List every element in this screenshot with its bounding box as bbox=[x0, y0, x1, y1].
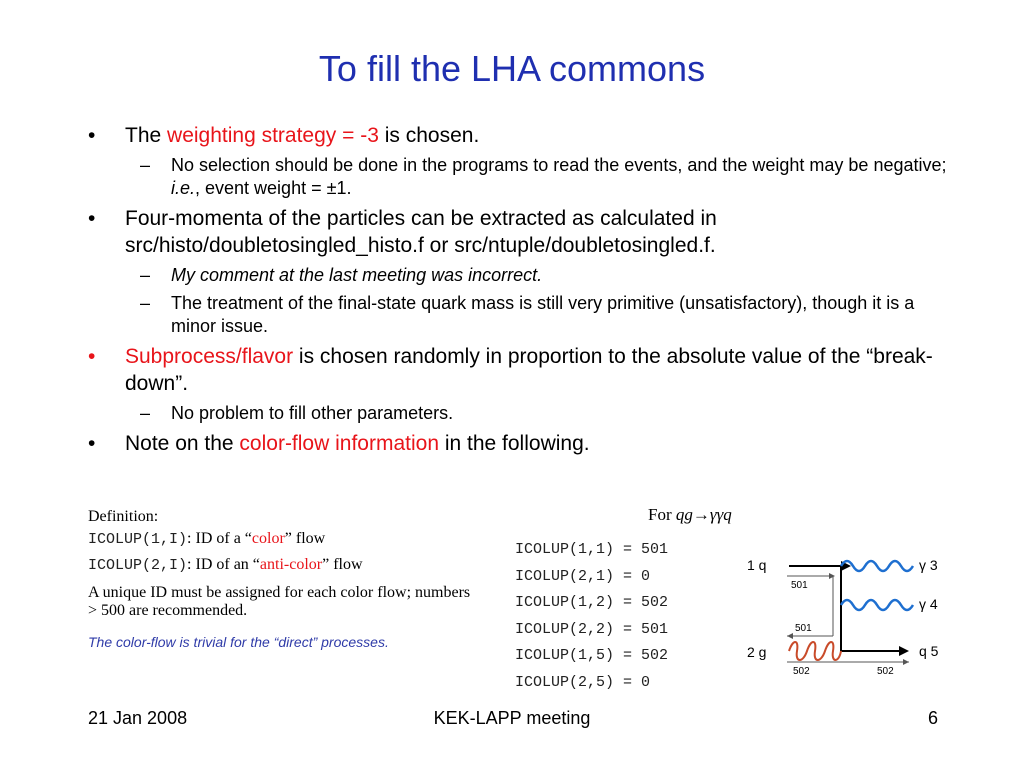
bullet-subprocess: • Subprocess/flavor is chosen randomly in proportion to the absolute value of the “break-down”. bbox=[88, 345, 933, 395]
highlight-subprocess: Subprocess/flavor bbox=[125, 345, 294, 368]
process-label: For qg→γγq bbox=[648, 505, 732, 524]
footer-page-number: 6 bbox=[927, 708, 938, 728]
highlight-color-flow: color-flow information bbox=[239, 432, 439, 455]
flow-label-502-right: 502 bbox=[877, 666, 894, 677]
code-line: ICOLUP(2,2) = 501 bbox=[515, 620, 669, 638]
bullet-color-flow: • Note on the color-flow information in the following. bbox=[88, 432, 590, 455]
gluon-coil bbox=[789, 642, 841, 660]
definition-label: Definition: bbox=[88, 508, 159, 525]
definition-note: The color-flow is trivial for the “direct” processes. bbox=[88, 634, 389, 650]
bullet-weighting: • The weighting strategy = -3 is chosen. bbox=[88, 124, 480, 147]
code-line: ICOLUP(1,1) = 501 bbox=[515, 541, 669, 558]
definition-paragraph: A unique ID must be assigned for each color flow; numbers > 500 are recommended. bbox=[88, 584, 471, 619]
flow-arrow-icon bbox=[829, 573, 835, 579]
bullet-marker: • bbox=[88, 345, 96, 368]
label-gamma-4: γ 4 bbox=[919, 596, 938, 612]
definition-anticolor-line: ICOLUP(2,I): ID of an “anti-color” flow bbox=[88, 556, 363, 574]
flow-arrow-icon bbox=[903, 659, 909, 665]
footer-date: 21 Jan 2008 bbox=[88, 708, 188, 728]
code-line: ICOLUP(2,1) = 0 bbox=[515, 567, 651, 585]
code-line: ICOLUP(2,5) = 0 bbox=[515, 673, 651, 691]
flow-label-501-top: 501 bbox=[791, 580, 808, 591]
definition-color-line: ICOLUP(1,I): ID of a “color” flow bbox=[88, 530, 326, 548]
bullet-marker: • bbox=[88, 124, 96, 147]
label-gamma-3: γ 3 bbox=[919, 557, 938, 573]
code-line: ICOLUP(1,5) = 502 bbox=[515, 647, 669, 664]
subbullet-no-problem: – No problem to fill other parameters. bbox=[140, 403, 454, 423]
flow-arrow-icon bbox=[787, 633, 793, 639]
flow-label-501-mid: 501 bbox=[795, 623, 812, 634]
code-line: ICOLUP(1,2) = 502 bbox=[515, 594, 669, 611]
label-g-in: 2 g bbox=[747, 644, 767, 660]
footer-meeting: KEK-LAPP meeting bbox=[433, 708, 591, 728]
dash-marker: – bbox=[140, 265, 151, 285]
subbullet-quark-mass: – The treatment of the final-state quark mass is still very primitive (unsatisfactory), though it is a minor issue. bbox=[140, 293, 915, 336]
process-formula: qg→γγq bbox=[675, 505, 732, 524]
photon-3-wave bbox=[841, 561, 913, 571]
bullet-four-momenta: • Four-momenta of the particles can be extracted as calculated in src/histo/doubletosingled_histo.f or src/ntuple/doubletosingled.f. bbox=[88, 207, 717, 257]
subbullet-no-selection: – No selection should be done in the programs to read the events, and the weight may be negative; i.e., event weight = ±1. bbox=[140, 155, 947, 198]
flow-label-502-left: 502 bbox=[793, 666, 810, 677]
feynman-diagram bbox=[741, 545, 955, 679]
bullet-marker: • bbox=[88, 207, 96, 230]
photon-4-wave bbox=[841, 600, 913, 610]
slide-title: To fill the LHA commons bbox=[318, 48, 706, 89]
subbullet-comment: – My comment at the last meeting was incorrect. bbox=[140, 265, 543, 285]
definition-block bbox=[88, 508, 478, 651]
icolup-code-list bbox=[515, 537, 668, 696]
dash-marker: – bbox=[140, 403, 151, 423]
highlight-weighting-strategy: weighting strategy = -3 bbox=[167, 124, 379, 147]
quark-out-arrow-icon bbox=[899, 646, 909, 656]
label-q-in: 1 q bbox=[747, 557, 767, 573]
dash-marker: – bbox=[140, 293, 151, 313]
bullet-marker: • bbox=[88, 432, 96, 455]
dash-marker: – bbox=[140, 155, 151, 175]
bullet-list bbox=[88, 122, 948, 462]
label-q-out: q 5 bbox=[919, 643, 939, 659]
